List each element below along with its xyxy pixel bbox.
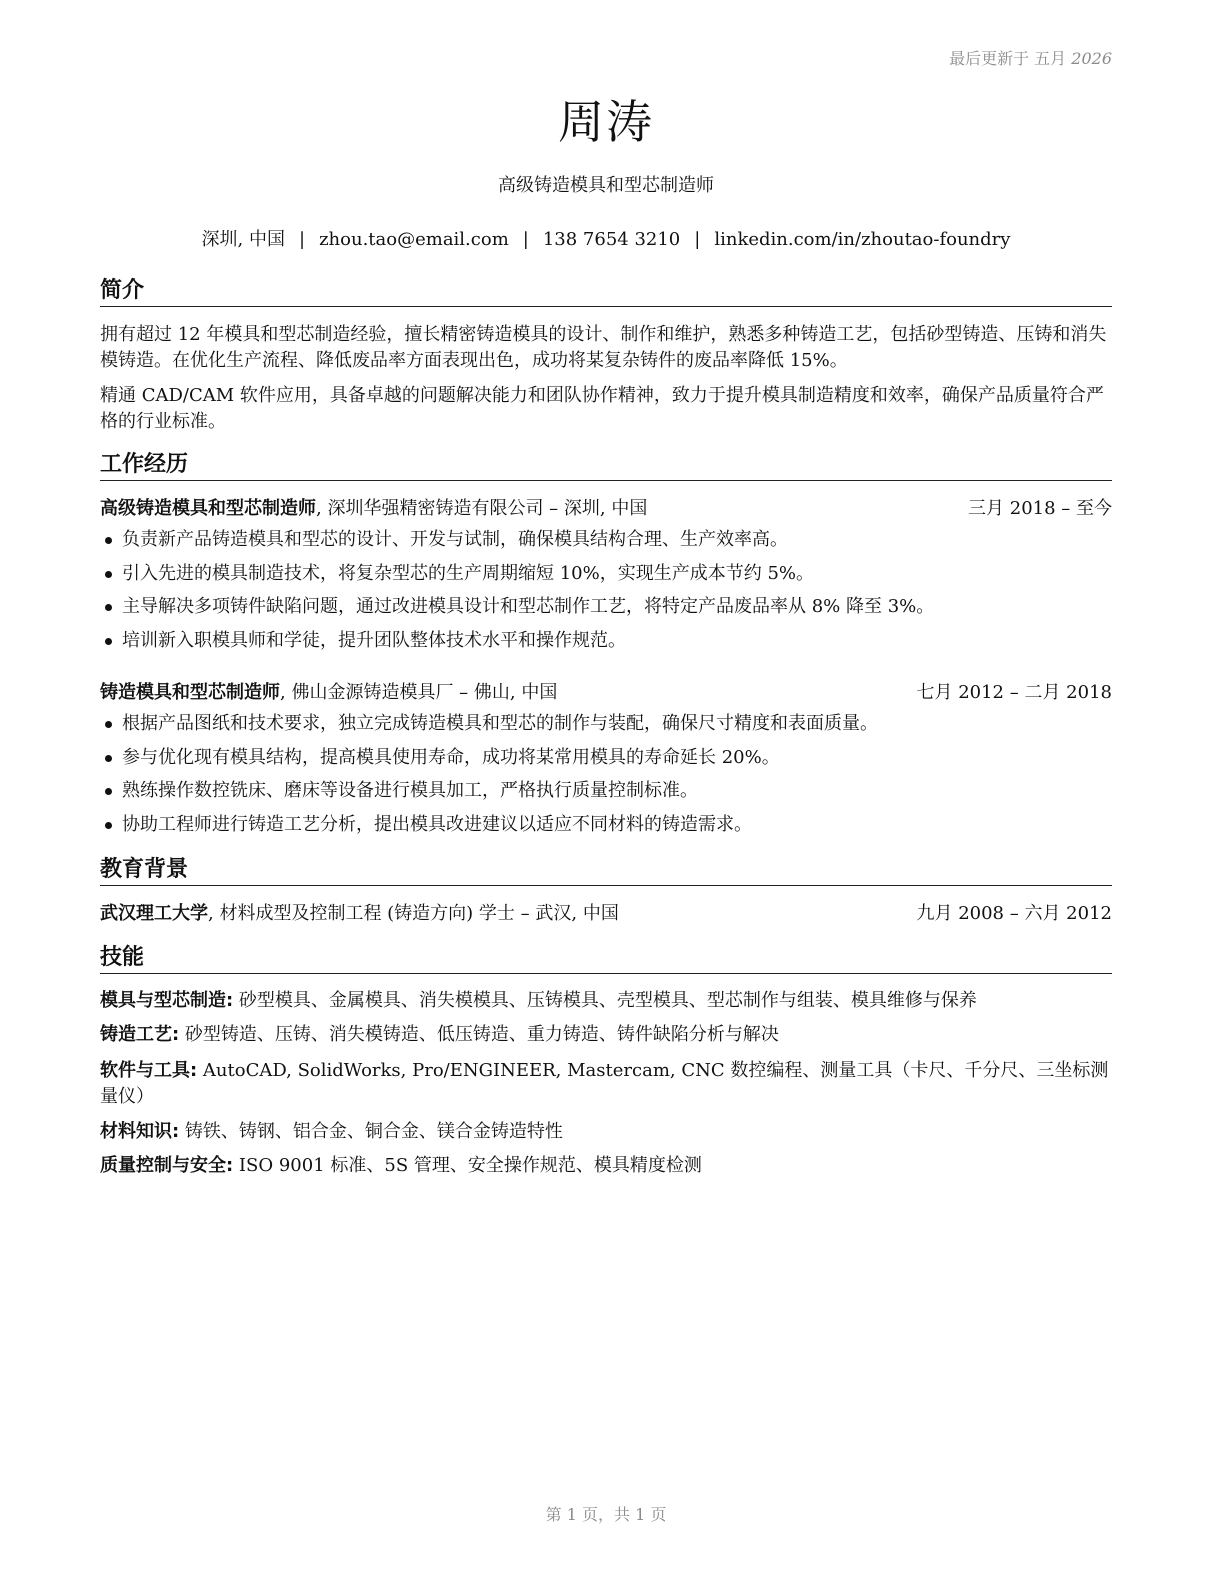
skill-label: 材料知识: — [100, 1121, 180, 1142]
skill-line — [100, 988, 1112, 1014]
skill-line — [100, 1058, 1112, 1110]
skill-label: 模具与型芯制造: — [100, 990, 234, 1011]
job-company: , 深圳华强精密铸造有限公司 – 深圳, 中国 — [316, 498, 648, 519]
skill-value: 铸铁、铸钢、铝合金、铜合金、镁合金铸造特性 — [179, 1121, 563, 1142]
job-bullet: 负责新产品铸造模具和型芯的设计、开发与试制，确保模具结构合理、生产效率高。 — [100, 527, 1112, 553]
education-entry — [100, 901, 1112, 927]
job-header — [100, 496, 1112, 522]
section-heading-education: 教育背景 — [100, 857, 1112, 886]
contact-linkedin[interactable]: linkedin.com/in/zhoutao-foundry — [714, 229, 1011, 250]
section-heading-summary: 简介 — [100, 278, 1112, 307]
resume-page — [100, 0, 1112, 1584]
job-dates: 七月 2012 – 二月 2018 — [916, 682, 1112, 703]
education-degree: , 材料成型及控制工程 (铸造方向) 学士 – 武汉, 中国 — [208, 903, 619, 924]
education-info — [100, 901, 619, 927]
contact-separator: | — [694, 229, 701, 250]
job-role — [100, 680, 557, 706]
contact-separator: | — [298, 229, 306, 250]
education-dates: 九月 2008 – 六月 2012 — [916, 903, 1112, 924]
skill-line — [100, 1119, 1112, 1145]
skill-line — [100, 1022, 1112, 1048]
last-updated-year: 2026 — [1071, 49, 1112, 68]
skill-value: AutoCAD, SolidWorks, Pro/ENGINEER, Mastercam, CNC 数控编程、测量工具（卡尺、千分尺、三坐标测量仪） — [100, 1060, 1109, 1107]
contact-line — [100, 225, 1112, 251]
skill-value: 砂型铸造、压铸、消失模铸造、低压铸造、重力铸造、铸件缺陷分析与解决 — [179, 1024, 779, 1045]
job-bullet: 引入先进的模具制造技术，将复杂型芯的生产周期缩短 10%，实现生产成本节约 5%。 — [100, 561, 1112, 587]
section-heading-experience: 工作经历 — [100, 452, 1112, 481]
candidate-name: 周涛 — [558, 95, 654, 149]
job-bullet: 培训新入职模具师和学徒，提升团队整体技术水平和操作规范。 — [100, 628, 1112, 654]
candidate-title: 高级铸造模具和型芯制造师 — [498, 175, 714, 196]
skill-label: 铸造工艺: — [100, 1024, 180, 1045]
last-updated — [949, 46, 1112, 69]
contact-separator: | — [522, 229, 529, 250]
skill-value: 砂型模具、金属模具、消失模模具、压铸模具、壳型模具、型芯制作与组装、模具维修与保养 — [233, 990, 977, 1011]
skill-line — [100, 1153, 1112, 1179]
job-bullet: 参与优化现有模具结构，提高模具使用寿命，成功将某常用模具的寿命延长 20%。 — [100, 745, 1112, 771]
job-bullet: 熟练操作数控铣床、磨床等设备进行模具加工，严格执行质量控制标准。 — [100, 778, 1112, 804]
section-heading-skills: 技能 — [100, 945, 1112, 974]
summary-paragraph: 精通 CAD/CAM 软件应用，具备卓越的问题解决能力和团队协作精神，致力于提升模具制造精度和效率，确保产品质量符合严格的行业标准。 — [100, 385, 1104, 432]
job-title: 高级铸造模具和型芯制造师 — [100, 498, 316, 519]
job-bullet: 协助工程师进行铸造工艺分析，提出模具改进建议以适应不同材料的铸造需求。 — [100, 812, 1112, 838]
summary-paragraph: 拥有超过 12 年模具和型芯制造经验，擅长精密铸造模具的设计、制作和维护，熟悉多种铸造工艺，包括砂型铸造、压铸和消失模铸造。在优化生产流程、降低废品率方面表现出色，成功将某复杂铸件的废品率降低 15%。 — [100, 324, 1107, 371]
skill-value: ISO 9001 标准、5S 管理、安全操作规范、模具精度检测 — [233, 1155, 702, 1176]
contact-location: 深圳, 中国 — [201, 229, 285, 250]
contact-phone: 138 7654 3210 — [542, 229, 681, 250]
job-header — [100, 680, 1112, 706]
job-company: , 佛山金源铸造模具厂 – 佛山, 中国 — [280, 682, 558, 703]
skill-label: 软件与工具: — [100, 1060, 198, 1081]
page-number-footer: 第 1 页，共 1 页 — [545, 1505, 667, 1524]
last-updated-label: 最后更新于 五月 — [949, 49, 1067, 68]
job-bullet: 根据产品图纸和技术要求，独立完成铸造模具和型芯的制作与装配，确保尺寸精度和表面质量。 — [100, 711, 1112, 737]
job-dates: 三月 2018 – 至今 — [968, 498, 1112, 519]
job-bullet: 主导解决多项铸件缺陷问题，通过改进模具设计和型芯制作工艺，将特定产品废品率从 8% 降至 3%。 — [100, 594, 1112, 620]
contact-email[interactable]: zhou.tao@email.com — [319, 229, 509, 250]
job-role — [100, 496, 647, 522]
education-school: 武汉理工大学 — [100, 903, 208, 924]
job-title: 铸造模具和型芯制造师 — [100, 682, 280, 703]
skill-label: 质量控制与安全: — [100, 1155, 234, 1176]
